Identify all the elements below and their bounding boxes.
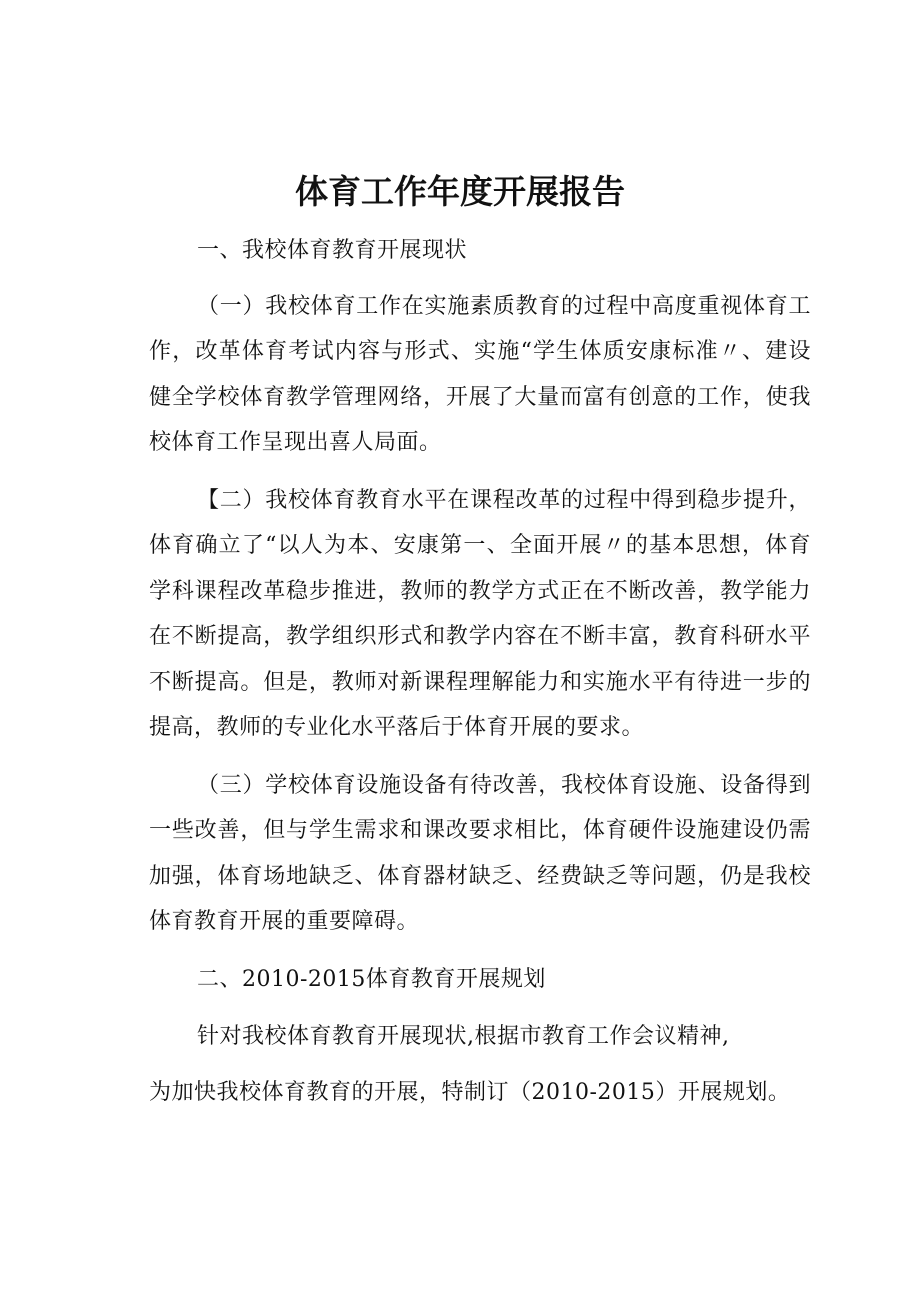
document-body: [149, 228, 811, 1115]
document-title: 体育工作年度开展报告: [295, 172, 625, 211]
section-heading-1: 一、我校体育教育开展现状: [197, 238, 468, 263]
paragraph-4-line-2: 为加快我校体育教育的开展，特制订（2010-2015）开展规划。: [149, 1079, 791, 1105]
paragraph-3: （三）学校体育设施设备有待改善，我校体育设施、设备得到一些改善，但与学生需求和课改要求相比，体育硬件设施建设仍需加强，体育场地缺乏、体育器材缺乏、经费缺乏等问题，仍是我校体育教育开展的重要障碍。: [149, 772, 811, 934]
paragraph-2: 【二）我校体育教育水平在课程改革的过程中得到稳步提升，体育确立了“以人为本、安康第一、全面开展〃的基本思想，体育学科课程改革稳步推进，教师的教学方式正在不断改善，教学能力在不断提高，教学组织形式和教学内容在不断丰富，教育科研水平不断提高。但是，教师对新课程理解能力和实施水平有待进一步的提高，教师的专业化水平落后于体育开展的要求。: [149, 487, 811, 740]
paragraph-4-line-1: 针对我校体育教育开展现状,根据市教育工作会议精神,: [197, 1024, 730, 1049]
paragraph-1: （一）我校体育工作在实施素质教育的过程中高度重视体育工作，改革体育考试内容与形式、实施“学生体质安康标准〃、建设健全学校体育教学管理网络，开展了大量而富有创意的工作，使我校体育工作呈现出喜人局面。: [149, 293, 811, 455]
section-heading-2: 二、2010-2015体育教育开展规划: [197, 966, 546, 992]
